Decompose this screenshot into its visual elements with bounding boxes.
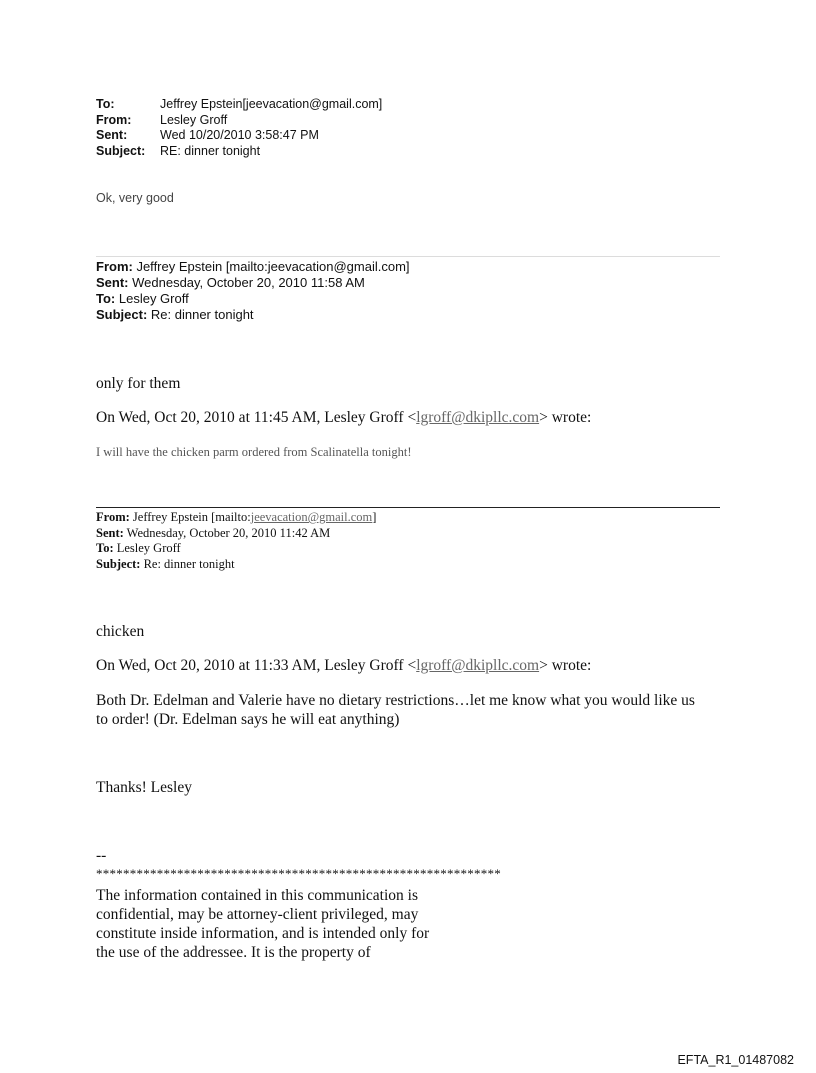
document-id: EFTA_R1_01487082 — [677, 1053, 794, 1067]
email-header-quoted-2 — [96, 510, 376, 572]
from-value: Jeffrey Epstein [mailto:jeevacation@gmail.com] — [132, 259, 410, 274]
subject-label: Subject: — [96, 307, 148, 322]
sent-label: Sent: — [96, 128, 128, 142]
quote-suffix: > wrote: — [539, 409, 592, 426]
body-line-1: Both Dr. Edelman and Valerie have no dietary restrictions…let me know what you would like us — [96, 692, 695, 709]
to-line — [96, 541, 376, 557]
quote-line-2 — [96, 656, 591, 675]
from-label: From: — [96, 259, 133, 274]
to-label: To: — [96, 291, 116, 306]
signature-dashes: -- — [96, 847, 107, 864]
quote-suffix: > wrote: — [539, 657, 592, 674]
signature-stars: ************************************************************ — [96, 866, 501, 881]
from-label: From: — [96, 510, 130, 524]
to-value: Lesley Groff — [115, 291, 189, 306]
subject-value: Re: dinner tonight — [140, 556, 235, 571]
from-line — [96, 510, 376, 526]
disclaimer-line-4: the use of the addressee. It is the property of — [96, 944, 371, 961]
subject-label: Subject: — [96, 556, 141, 571]
from-line — [96, 259, 410, 275]
email-header-top — [96, 97, 382, 159]
quote-prefix: On Wed, Oct 20, 2010 at 11:33 AM, Lesley Groff < — [96, 657, 417, 674]
subject-label: Subject: — [96, 143, 146, 158]
from-suffix: ] — [372, 510, 377, 524]
email-link[interactable]: lgroff@dkipllc.com — [416, 657, 540, 674]
quoted-chicken-parm: I will have the chicken parm ordered from Scalinatella tonight! — [96, 445, 412, 459]
sent-label: Sent: — [96, 275, 129, 290]
from-label: From: — [96, 112, 132, 127]
to-row — [96, 97, 382, 113]
sent-row — [96, 128, 382, 144]
reply-chicken: chicken — [96, 623, 145, 640]
subject-value: RE: dinner tonight — [160, 143, 261, 158]
reply-only-for-them: only for them — [96, 375, 181, 392]
to-value: Lesley Groff — [113, 541, 181, 555]
sent-label: Sent: — [96, 525, 124, 540]
quote-line-1 — [96, 408, 591, 427]
disclaimer-line-1: The information contained in this communication is — [96, 887, 418, 904]
reply-ok-very-good: Ok, very good — [96, 191, 174, 205]
thanks-signoff: Thanks! Lesley — [96, 779, 192, 796]
sent-value: Wed 10/20/2010 3:58:47 PM — [160, 128, 319, 142]
from-prefix: Jeffrey Epstein [mailto: — [129, 510, 251, 524]
subject-line — [96, 307, 410, 323]
to-label: To: — [96, 97, 115, 111]
subject-value: Re: dinner tonight — [147, 307, 254, 322]
email-link[interactable]: jeevacation@gmail.com — [250, 510, 373, 524]
quote-prefix: On Wed, Oct 20, 2010 at 11:45 AM, Lesley Groff < — [96, 409, 417, 426]
disclaimer-line-3: constitute inside information, and is intended only for — [96, 925, 430, 942]
sent-value: Wednesday, October 20, 2010 11:58 AM — [128, 275, 365, 290]
from-row — [96, 113, 382, 129]
divider-dark — [96, 507, 720, 508]
sent-line — [96, 275, 410, 291]
sent-value: Wednesday, October 20, 2010 11:42 AM — [123, 525, 331, 540]
disclaimer-line-2: confidential, may be attorney-client privileged, may — [96, 906, 419, 923]
subject-line — [96, 557, 376, 573]
to-value: Jeffrey Epstein[jeevacation@gmail.com] — [160, 97, 383, 111]
from-value: Lesley Groff — [160, 112, 228, 127]
email-link[interactable]: lgroff@dkipllc.com — [416, 409, 540, 426]
body-line-2: to order! (Dr. Edelman says he will eat anything) — [96, 711, 400, 728]
to-line — [96, 291, 410, 307]
sent-line — [96, 526, 376, 542]
subject-row — [96, 144, 382, 160]
divider-light — [96, 256, 720, 257]
email-header-quoted-1 — [96, 259, 410, 323]
to-label: To: — [96, 541, 114, 555]
